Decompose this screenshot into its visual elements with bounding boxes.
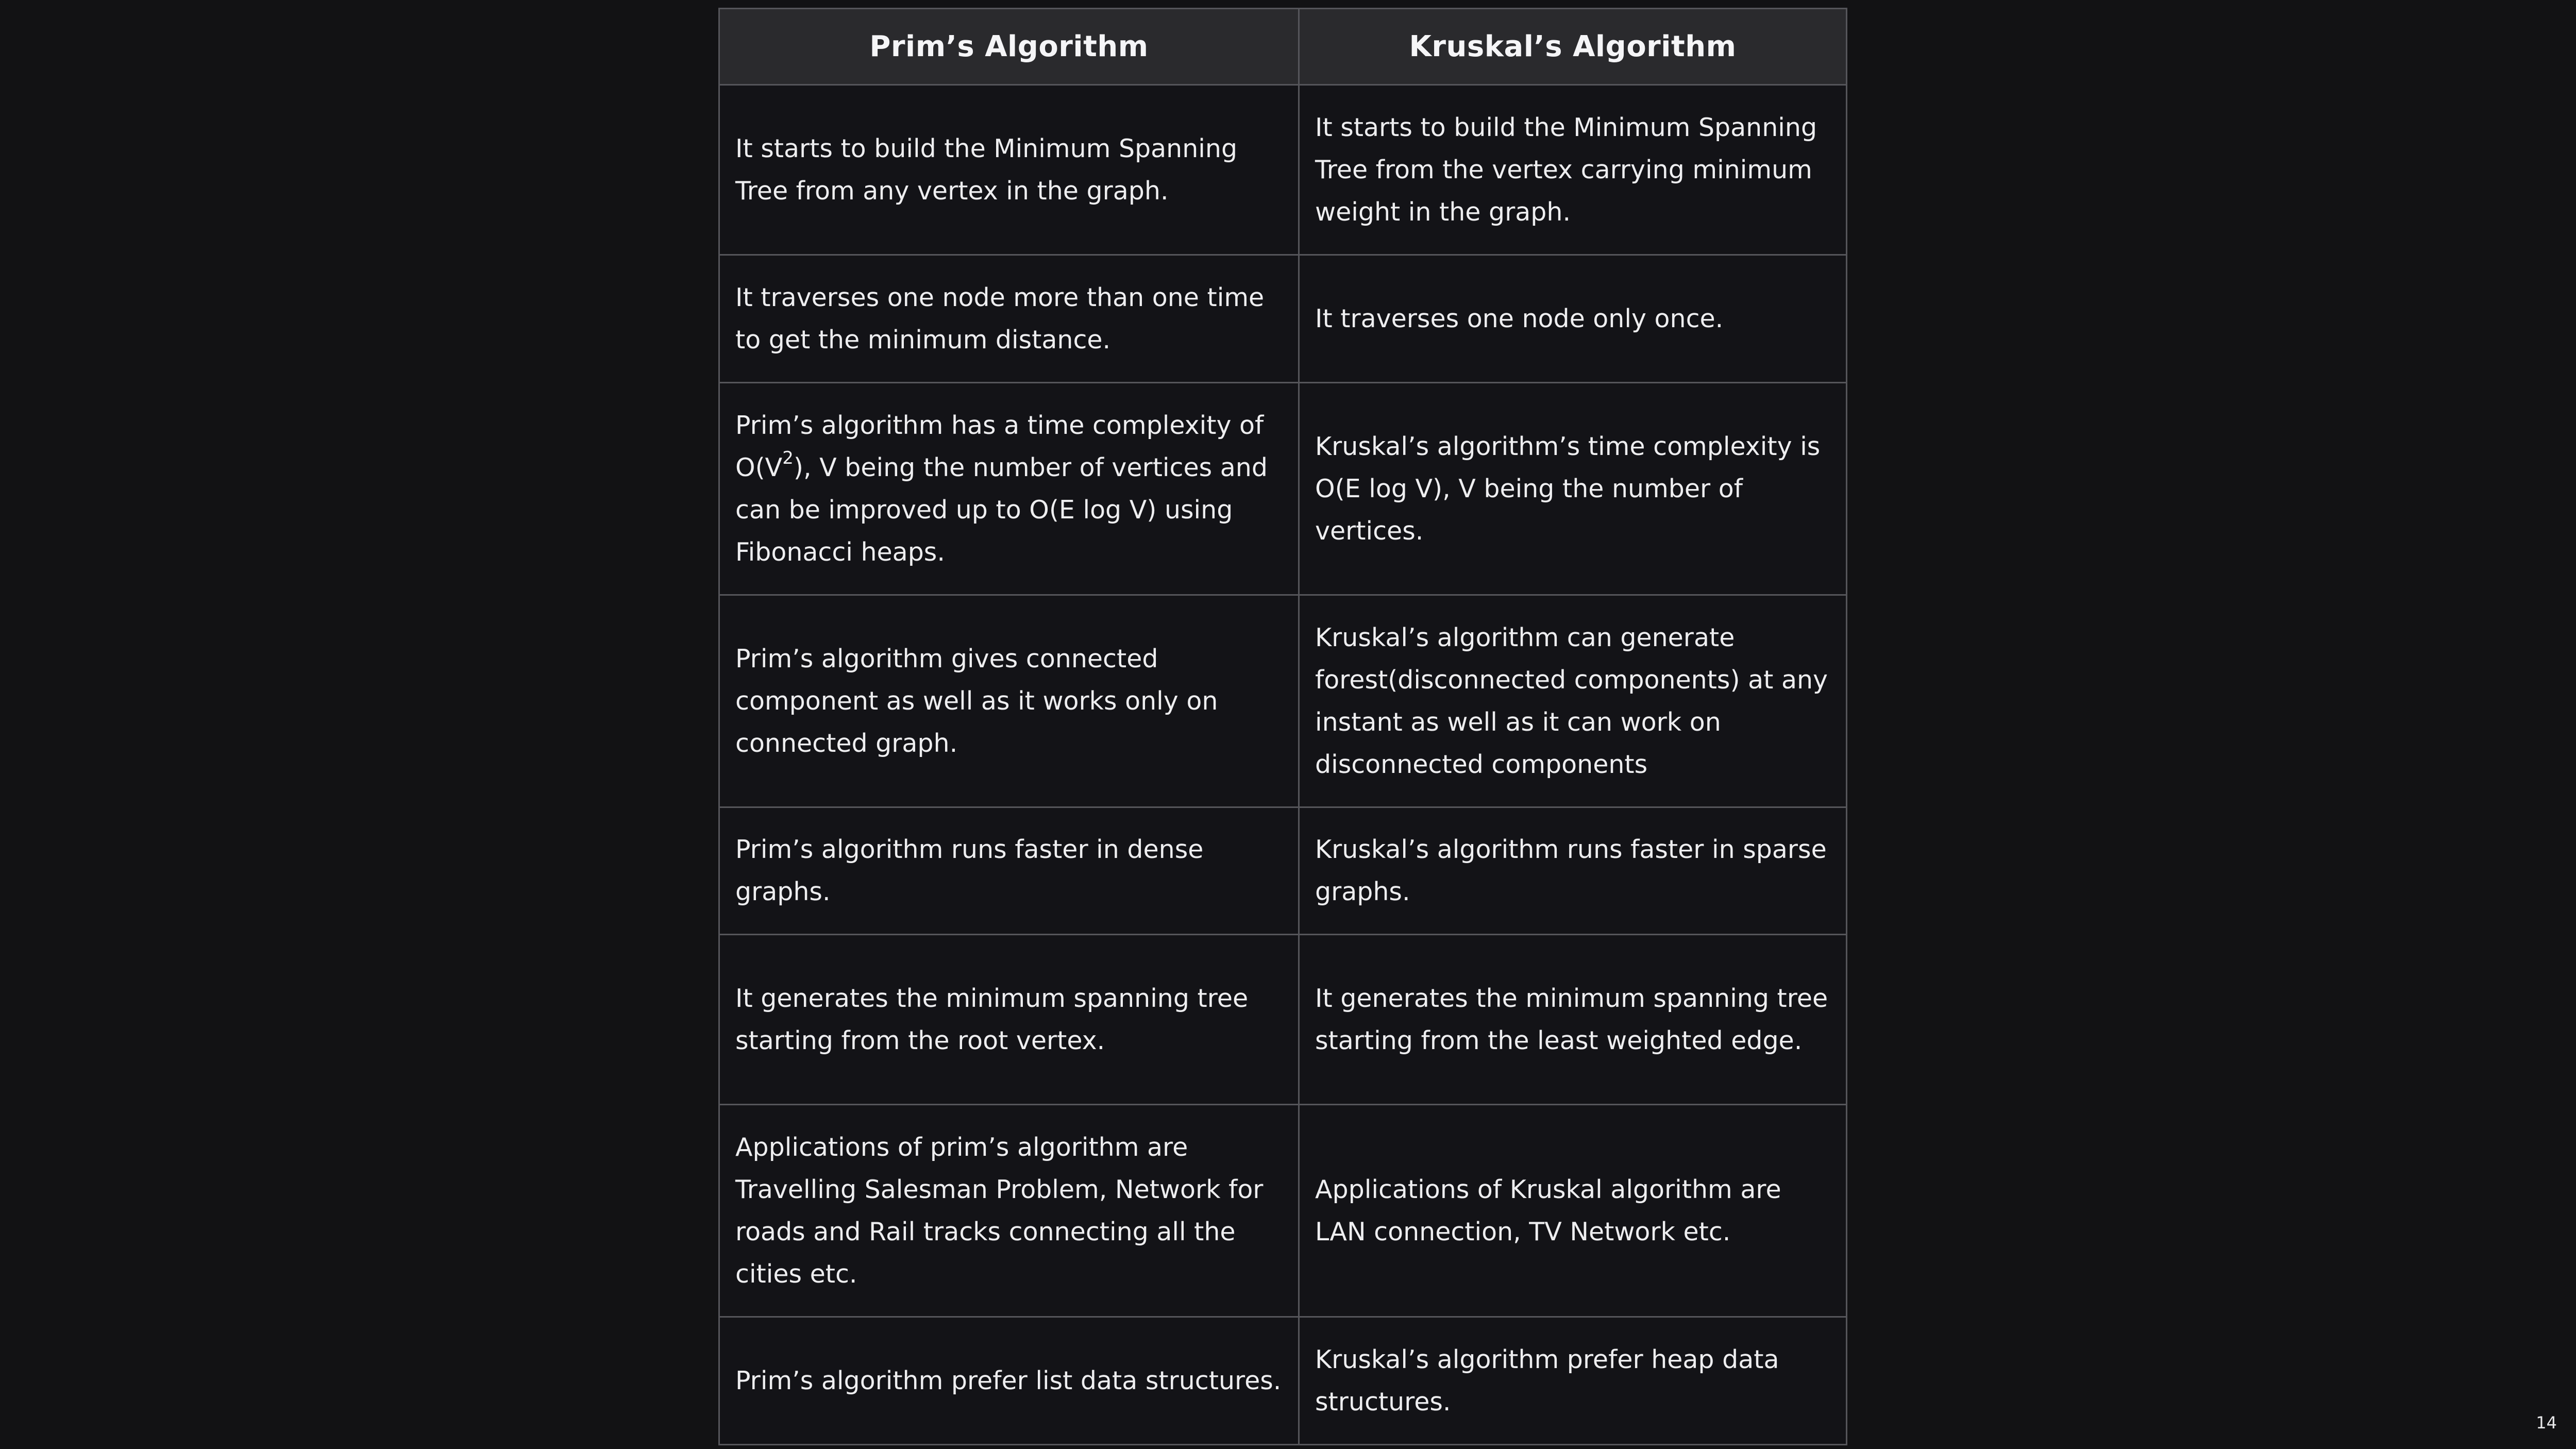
prim-cell: Applications of prim’s algorithm are Travelling Salesman Problem, Network for roads and Rail tracks connecting all the cities etc. xyxy=(719,1105,1299,1317)
prim-complexity-text-before: Prim’s algorithm has a time complexity of O(V xyxy=(735,410,1264,482)
prim-cell: Prim’s algorithm prefer list data structures. xyxy=(719,1317,1299,1445)
kruskal-cell: It generates the minimum spanning tree starting from the least weighted edge. xyxy=(1299,935,1847,1105)
prim-complexity-text-after: ), V being the number of vertices and can be improved up to O(E log V) using Fibonacci heaps. xyxy=(735,452,1268,567)
table-header-row xyxy=(719,9,1847,85)
prim-cell: It starts to build the Minimum Spanning Tree from any vertex in the graph. xyxy=(719,85,1299,255)
comparison-table xyxy=(718,8,1847,1445)
table-row xyxy=(719,807,1847,935)
table-row xyxy=(719,255,1847,383)
kruskal-cell: It traverses one node only once. xyxy=(1299,255,1847,383)
table-row xyxy=(719,383,1847,595)
table-row xyxy=(719,935,1847,1105)
column-header-prim: Prim’s Algorithm xyxy=(719,9,1299,85)
prim-cell: It generates the minimum spanning tree starting from the root vertex. xyxy=(719,935,1299,1105)
table-row xyxy=(719,85,1847,255)
kruskal-cell: Applications of Kruskal algorithm are LAN connection, TV Network etc. xyxy=(1299,1105,1847,1317)
kruskal-cell: Kruskal’s algorithm runs faster in sparse graphs. xyxy=(1299,807,1847,935)
kruskal-cell: Kruskal’s algorithm’s time complexity is O(E log V), V being the number of vertices. xyxy=(1299,383,1847,595)
column-header-kruskal: Kruskal’s Algorithm xyxy=(1299,9,1847,85)
table-row xyxy=(719,1105,1847,1317)
prim-complexity-superscript: 2 xyxy=(782,448,794,469)
kruskal-cell: It starts to build the Minimum Spanning Tree from the vertex carrying minimum weight in the graph. xyxy=(1299,85,1847,255)
table-row xyxy=(719,595,1847,807)
kruskal-cell: Kruskal’s algorithm prefer heap data structures. xyxy=(1299,1317,1847,1445)
prim-cell: Prim’s algorithm runs faster in dense graphs. xyxy=(719,807,1299,935)
page-number: 14 xyxy=(2536,1413,2557,1433)
prim-cell: Prim’s algorithm gives connected component as well as it works only on connected graph. xyxy=(719,595,1299,807)
prim-cell: It traverses one node more than one time to get the minimum distance. xyxy=(719,255,1299,383)
kruskal-cell: Kruskal’s algorithm can generate forest(disconnected components) at any instant as well as it can work on disconnected components xyxy=(1299,595,1847,807)
table-row xyxy=(719,1317,1847,1445)
prim-cell xyxy=(719,383,1299,595)
